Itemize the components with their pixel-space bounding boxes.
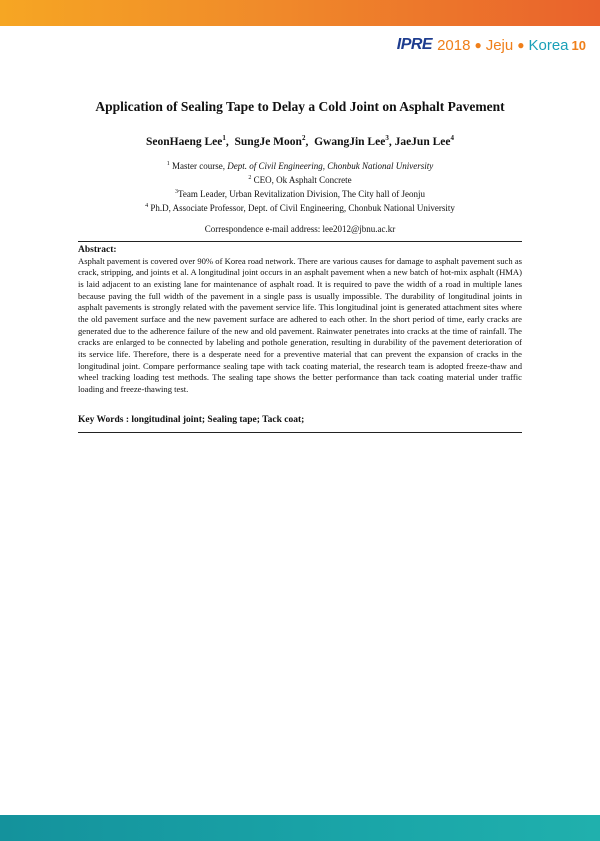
paper-body bbox=[78, 98, 522, 433]
abstract-heading: Abstract: bbox=[78, 244, 117, 255]
affiliation-sup: 4 bbox=[145, 202, 149, 209]
affiliation-text: CEO, Ok Asphalt Concrete bbox=[253, 174, 352, 185]
conference-logo bbox=[397, 35, 586, 55]
bullet-dot-icon: ● bbox=[474, 38, 482, 52]
affiliation-sup: 2 bbox=[248, 174, 252, 181]
bullet-dot-icon: ● bbox=[517, 38, 525, 52]
author: GwangJin Lee bbox=[314, 135, 386, 148]
author-sup: 2 bbox=[301, 134, 306, 142]
author: SeonHaeng Lee bbox=[146, 135, 223, 148]
logo-mark: IPRE bbox=[396, 36, 433, 53]
affiliation-dept: Dept. of Civil Engineering, Chonbuk National University bbox=[227, 160, 434, 171]
paper-title: Application of Sealing Tape to Delay a Cold Joint on Asphalt Pavement bbox=[95, 99, 505, 114]
logo-number: 10 bbox=[571, 37, 586, 53]
affiliation-text: Master course, bbox=[172, 160, 228, 171]
logo-year: 2018 bbox=[437, 36, 471, 54]
affiliation-text: Team Leader, Urban Revitalization Division, The City hall of Jeonju bbox=[177, 188, 426, 199]
bottom-banner bbox=[0, 815, 600, 841]
affiliation-sup: 3 bbox=[174, 188, 178, 195]
keywords: Key Words : longitudinal joint; Sealing tape; Tack coat; bbox=[78, 414, 305, 425]
affiliation bbox=[78, 172, 522, 186]
logo-country: Korea bbox=[528, 36, 569, 54]
affiliation-text: Ph.D, Associate Professor, Dept. of Civil Engineering, Chonbuk National University bbox=[150, 202, 455, 213]
affiliation bbox=[78, 186, 522, 200]
affiliation-sup: 1 bbox=[166, 160, 170, 167]
affiliation bbox=[78, 200, 522, 214]
author-list: SeonHaeng Lee$^1$, SungJe Moon$^2$, GwangJin Lee$^3$, JaeJun Lee$^4$ bbox=[146, 134, 454, 148]
author-sup: 1 bbox=[222, 134, 226, 142]
divider bbox=[78, 241, 522, 242]
affiliation-list bbox=[78, 158, 522, 214]
author: JaeJun Lee bbox=[394, 135, 451, 148]
author-sup: 4 bbox=[450, 134, 454, 142]
author: SungJe Moon bbox=[234, 135, 302, 148]
abstract-text: Asphalt pavement is covered over 90% of Korea road network. There are various causes for damage to asphalt pavement such as crack, stripping, and joints et al. A longitudinal joint occurs in an asphalt pavement when a new batch of hot-mix asphalt (HMA) is laid adjacent to an existing lane for maintenance of asphalt road. It is required to pave the width of a road in multiple lanes because paving the full width of the pavement in a single pass is usually impossible. The durability of longitudinal joints in asphalt pavements is strongly related with the pavement service life. This longitudinal joint is generated attachment sites where the old pavement surface and the new pavement surface are adhered to each other. In the short period of time, early cracks are generated due to the adherence failure of the new and old pavement. Rainwater penetrates into cracks at the time of rainfall. The cracks are enlarged to be connected by labeling and pothole generation, resulting in durability of the pavement deterioration of its service life. Therefore, there is a desperate need for a preventive material that can prevent the expansion of cracks in the longitudinal joint. Compare performance sealing tape with tack coating material, the research team is adopted freeze-thaw and wheel tracking loading test methods. The sealing tape shows the better performance than tack coating material under traffic loading and freeze-thawing test. bbox=[78, 255, 522, 395]
correspondence-email: Correspondence e-mail address: lee2012@jbnu.ac.kr bbox=[204, 223, 396, 234]
author-sup: 3 bbox=[385, 134, 389, 142]
divider bbox=[78, 432, 522, 433]
logo-city: Jeju bbox=[485, 36, 514, 54]
top-banner bbox=[0, 0, 600, 26]
affiliation bbox=[78, 158, 522, 172]
